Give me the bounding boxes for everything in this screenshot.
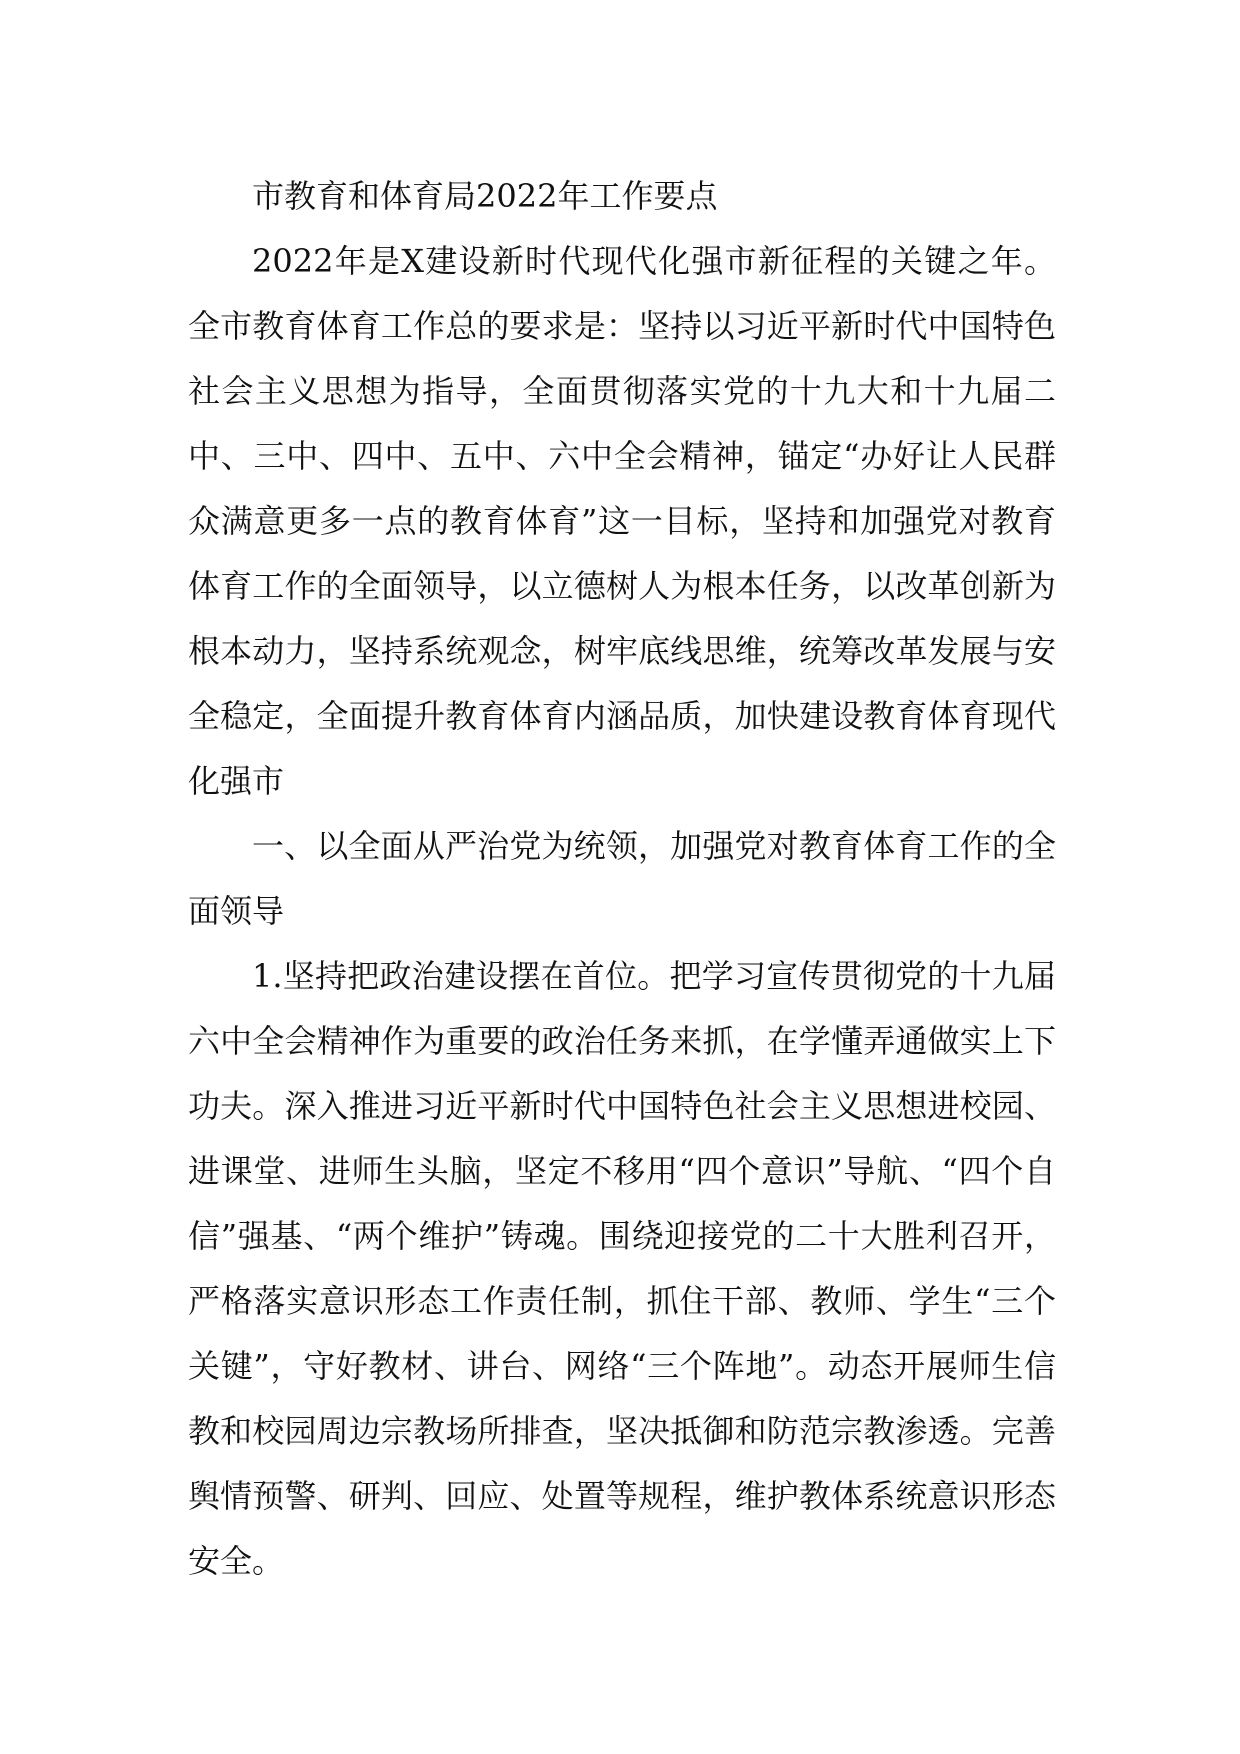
section-heading-1: 一、以全面从严治党为统领，加强党对教育体育工作的全面领导 <box>188 827 1056 930</box>
intro-paragraph: 2022年是X建设新时代现代化强市新征程的关键之年。全市教育体育工作总的要求是：坚持以习近平新时代中国特色社会主义思想为指导，全面贯彻落实党的十九大和十九届二中、三中、四中、五中、六中全会精神，锚定“办好让人民群众满意更多一点的教育体育”这一目标，坚持和加强党对教育体育工作的全面领导，以立德树人为根本任务，以改革创新为根本动力，坚持系统观念，树牢底线思维，统筹改革发展与安全稳定，全面提升教育体育内涵品质，加快建设教育体育现代化强市 <box>188 242 1056 800</box>
document-body <box>188 164 1056 1594</box>
item-paragraph-1: 1.坚持把政治建设摆在首位。把学习宣传贯彻党的十九届六中全会精神作为重要的政治任务来抓，在学懂弄通做实上下功夫。深入推进习近平新时代中国特色社会主义思想进校园、进课堂、进师生头脑，坚定不移用“四个意识”导航、“四个自信”强基、“两个维护”铸魂。围绕迎接党的二十大胜利召开，严格落实意识形态工作责任制，抓住干部、教师、学生“三个关键”，守好教材、讲台、网络“三个阵地”。动态开展师生信教和校园周边宗教场所排查，坚决抵御和防范宗教渗透。完善舆情预警、研判、回应、处置等规程，维护教体系统意识形态安全。 <box>188 957 1056 1580</box>
document-title: 市教育和体育局2022年工作要点 <box>252 177 718 215</box>
